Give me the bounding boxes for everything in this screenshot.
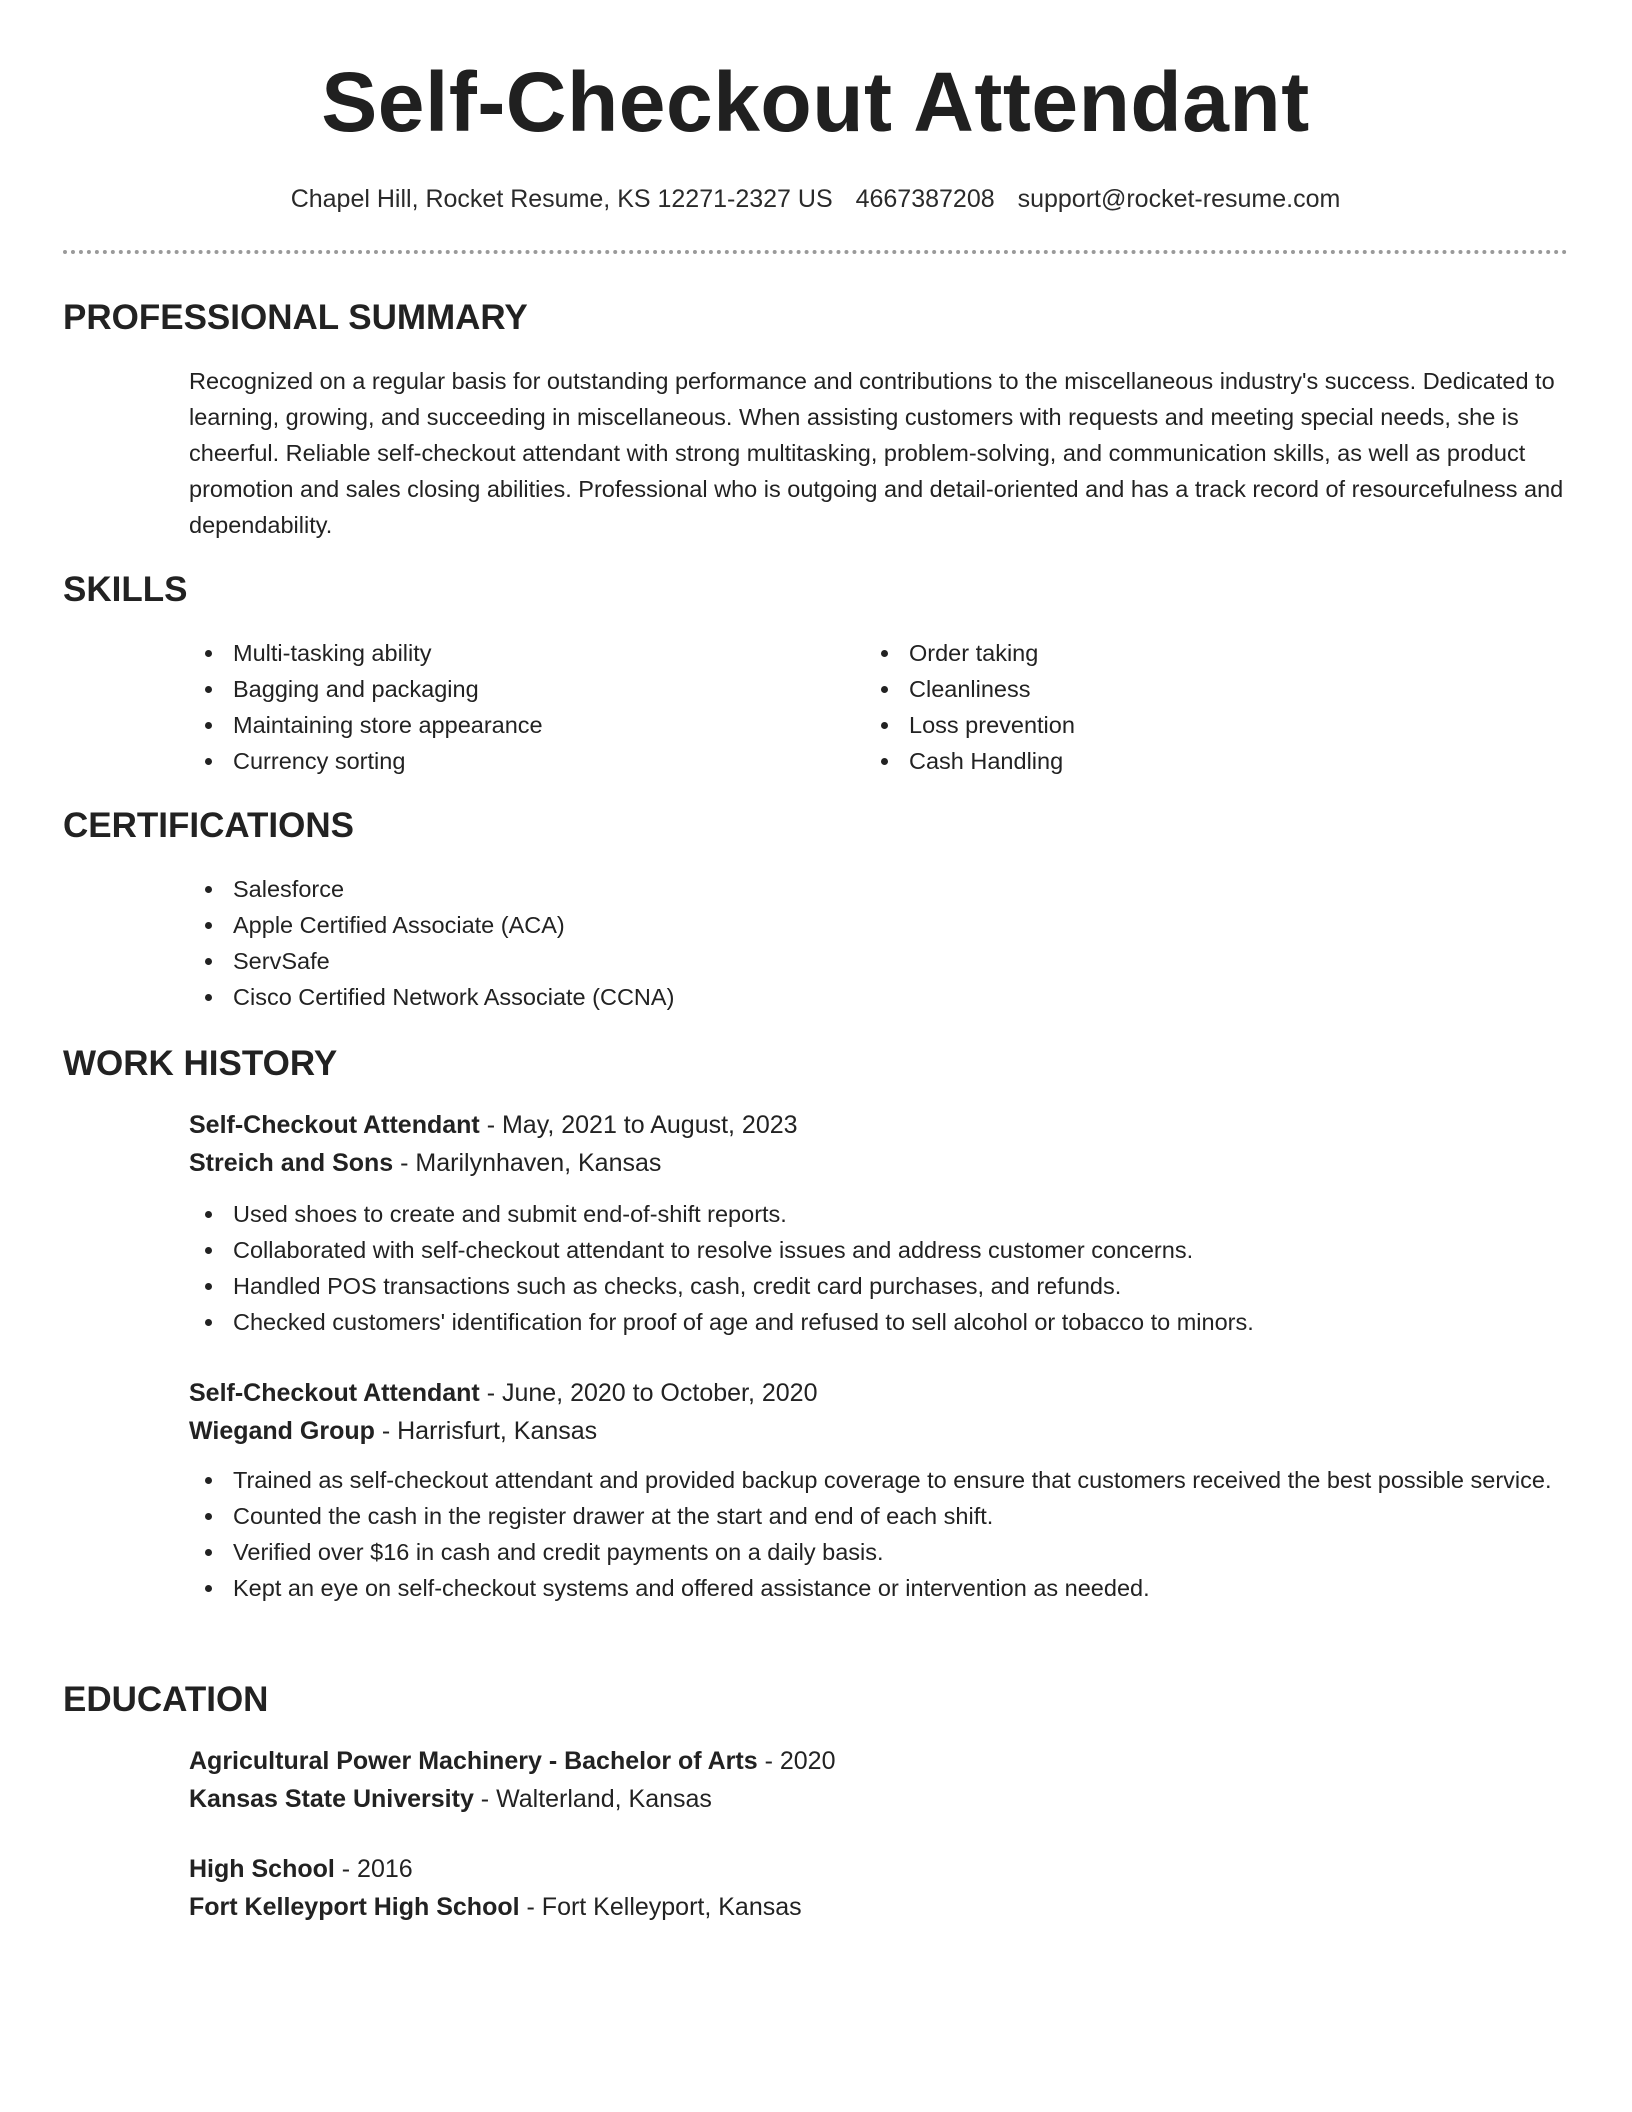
skill-item: Cash Handling xyxy=(865,743,1525,779)
job-company-line xyxy=(189,1144,1568,1182)
education-year: - 2016 xyxy=(334,1855,413,1883)
job-role: Self-Checkout Attendant xyxy=(189,1111,480,1139)
certification-item: Cisco Certified Network Associate (CCNA) xyxy=(189,979,1568,1015)
work-history-heading: WORK HISTORY xyxy=(63,1044,338,1083)
education-location: - Fort Kelleyport, Kansas xyxy=(519,1893,802,1921)
skill-item: Currency sorting xyxy=(189,743,849,779)
skill-item: Maintaining store appearance xyxy=(189,707,849,743)
job-role: Self-Checkout Attendant xyxy=(189,1379,480,1407)
job-bullet: Checked customers' identification for proof of age and refused to sell alcohol or tobacco to minors. xyxy=(189,1304,1568,1340)
job-bullet: Handled POS transactions such as checks, cash, credit card purchases, and refunds. xyxy=(189,1268,1568,1304)
skill-item: Order taking xyxy=(865,635,1525,671)
job-company-line xyxy=(189,1412,1568,1450)
job-bullet: Trained as self-checkout attendant and provided backup coverage to ensure that customers received the best possible service. xyxy=(189,1462,1568,1498)
job-entry xyxy=(189,1106,1568,1340)
job-company: Streich and Sons xyxy=(189,1149,394,1177)
contact-address: Chapel Hill, Rocket Resume, KS 12271-2327 US xyxy=(290,185,833,213)
header-divider xyxy=(63,250,1568,254)
job-bullet: Verified over $16 in cash and credit payments on a daily basis. xyxy=(189,1534,1568,1570)
certification-item: Salesforce xyxy=(189,871,1568,907)
contact-line xyxy=(63,181,1568,217)
job-company: Wiegand Group xyxy=(189,1417,375,1445)
education-degree-line xyxy=(189,1742,1568,1780)
contact-phone: 4667387208 xyxy=(855,185,995,213)
education-location: - Walterland, Kansas xyxy=(473,1785,712,1813)
education-school: Fort Kelleyport High School xyxy=(189,1893,520,1921)
education-degree-line xyxy=(189,1850,1568,1888)
job-entry xyxy=(189,1374,1568,1606)
education-entry xyxy=(189,1742,1568,1818)
skill-item: Bagging and packaging xyxy=(189,671,849,707)
skill-item: Multi-tasking ability xyxy=(189,635,849,671)
job-dates: - June, 2020 to October, 2020 xyxy=(479,1379,818,1407)
education-degree: High School xyxy=(189,1855,335,1883)
job-bullet: Counted the cash in the register drawer at the start and end of each shift. xyxy=(189,1498,1568,1534)
skills-right-column xyxy=(865,635,1525,779)
certifications-block xyxy=(189,871,1568,1015)
resume-name: Self-Checkout Attendant xyxy=(321,55,1310,149)
contact-email: support@rocket-resume.com xyxy=(1017,185,1341,213)
education-school-line xyxy=(189,1780,1568,1818)
education-year: - 2020 xyxy=(757,1747,836,1775)
skill-item: Cleanliness xyxy=(865,671,1525,707)
certification-item: ServSafe xyxy=(189,943,1568,979)
summary-text: Recognized on a regular basis for outstanding performance and contributions to the miscellaneous industry's success. Dedicated to learning, growing, and succeeding in miscellaneous. When assisting customers with requests and meeting special needs, she is cheerful. Reliable self-checkout attendant with strong multitasking, problem-solving, and communication skills, as well as product promotion and sales closing abilities. Professional who is outgoing and detail-oriented and has a track record of resourcefulness and dependability. xyxy=(189,368,1564,538)
certification-item: Apple Certified Associate (ACA) xyxy=(189,907,1568,943)
skills-left-column xyxy=(189,635,849,779)
job-bullets xyxy=(189,1462,1568,1606)
job-title-line xyxy=(189,1374,1568,1412)
resume-page xyxy=(63,0,1568,2112)
education-heading: EDUCATION xyxy=(63,1680,269,1719)
skill-item: Loss prevention xyxy=(865,707,1525,743)
education-degree: Agricultural Power Machinery - Bachelor of Arts xyxy=(189,1747,758,1775)
education-school: Kansas State University xyxy=(189,1785,474,1813)
job-bullet: Kept an eye on self-checkout systems and offered assistance or intervention as needed. xyxy=(189,1570,1568,1606)
job-location: - Marilynhaven, Kansas xyxy=(393,1149,662,1177)
skills-heading: SKILLS xyxy=(63,570,188,609)
job-title-line xyxy=(189,1106,1568,1144)
job-location: - Harrisfurt, Kansas xyxy=(374,1417,598,1445)
job-bullet: Used shoes to create and submit end-of-shift reports. xyxy=(189,1196,1568,1232)
education-entry xyxy=(189,1850,1568,1926)
summary-block xyxy=(189,363,1568,543)
certifications-heading: CERTIFICATIONS xyxy=(63,806,355,845)
job-dates: - May, 2021 to August, 2023 xyxy=(479,1111,798,1139)
education-school-line xyxy=(189,1888,1568,1926)
job-bullets xyxy=(189,1196,1568,1340)
job-bullet: Collaborated with self-checkout attendant to resolve issues and address customer concerns. xyxy=(189,1232,1568,1268)
summary-heading: PROFESSIONAL SUMMARY xyxy=(63,298,528,337)
